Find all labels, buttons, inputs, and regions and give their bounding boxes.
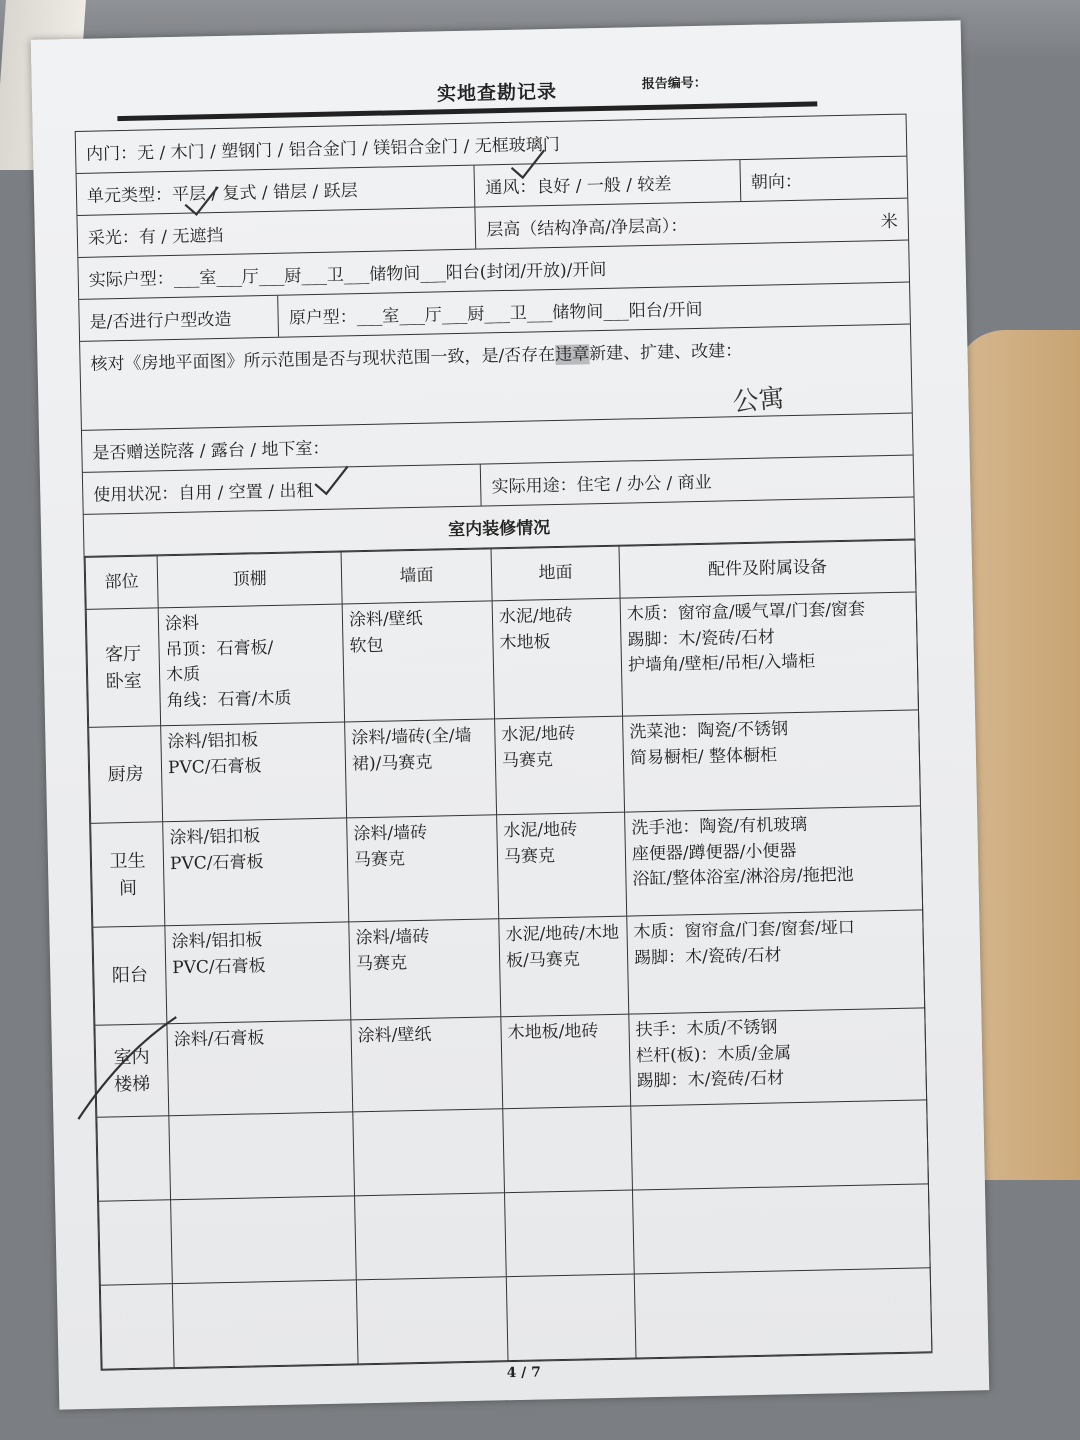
row-floor: 水泥/地砖/木地板/马赛克 bbox=[499, 916, 629, 1017]
renovated-field: 是/否进行户型改造 bbox=[79, 296, 279, 341]
verify-plan-suffix: 新建、扩建、改建： bbox=[588, 341, 743, 365]
row-wall: 涂料/墙砖(全/墙裙)/马赛克 bbox=[345, 719, 497, 818]
floor-height-unit: 米 bbox=[880, 211, 898, 233]
table-row bbox=[89, 710, 921, 823]
row-part: 室内 楼梯 bbox=[95, 1024, 169, 1117]
header-ceiling: 顶棚 bbox=[157, 552, 342, 608]
row-ceiling: 涂料/铝扣板 PVC/石膏板 bbox=[161, 722, 347, 822]
floor-height-field: 层高（结构净高/净层高）： bbox=[486, 216, 688, 241]
row-part: 卫生 间 bbox=[91, 822, 165, 927]
row-fittings: 洗手池：陶瓷/有机玻璃 座便器/蹲便器/小便器 浴缸/整体浴室/淋浴房/拖把池 bbox=[625, 806, 923, 916]
decoration-section-title: 室内装修情况 bbox=[447, 518, 551, 541]
report-number-label: 报告编号： bbox=[641, 75, 707, 93]
form-paper bbox=[31, 20, 989, 1409]
row-fittings: 木质：窗帘盒/门套/窗套/垭口 踢脚：木/瓷砖/石材 bbox=[627, 910, 925, 1014]
row-wall: 涂料/壁纸 bbox=[351, 1017, 503, 1112]
door-field: 内门：无 / 木门 / 塑钢门 / 铝合金门 / 镁铝合金门 / 无框玻璃门 bbox=[85, 134, 560, 165]
row-fittings: 洗菜池：陶瓷/不锈钢 简易橱柜/ 整体橱柜 bbox=[623, 710, 921, 812]
row-floor: 水泥/地砖 木地板 bbox=[492, 598, 622, 719]
checkmark-icon bbox=[182, 184, 223, 219]
verify-plan-highlight: 违章 bbox=[554, 344, 590, 365]
header-part: 部位 bbox=[85, 556, 158, 609]
ventilation-field: 通风：良好 / 一般 / 较差 bbox=[475, 160, 741, 207]
row-ceiling: 涂料/铝扣板 PVC/石膏板 bbox=[163, 818, 349, 926]
empty-row bbox=[100, 1268, 932, 1369]
checkmark-icon bbox=[508, 147, 549, 182]
row-floor: 水泥/地砖 马赛克 bbox=[497, 812, 627, 919]
orientation-field: 朝向： bbox=[750, 171, 803, 193]
row-ceiling: 涂料/石膏板 bbox=[167, 1020, 353, 1116]
header-wall: 墙面 bbox=[341, 549, 492, 604]
gift-field: 是否赠送院落 / 露台 / 地下室： bbox=[92, 438, 330, 464]
header-floor: 地面 bbox=[491, 546, 620, 601]
lighting-field: 采光：有 / 无遮挡 bbox=[77, 208, 476, 257]
row-part: 客厅 卧室 bbox=[86, 608, 160, 727]
table-row bbox=[86, 592, 918, 727]
verify-plan-field bbox=[80, 325, 912, 430]
form-row bbox=[85, 539, 932, 1369]
document-title: 实地查勘记录 bbox=[436, 80, 558, 106]
strike-mark-icon bbox=[71, 1012, 183, 1124]
actual-layout-field: 实际户型：___室___厅___厨___卫___储物间___阳台(封闭/开放)/开间 bbox=[88, 259, 607, 291]
handwritten-actual-use: 公寓 bbox=[731, 383, 786, 419]
actual-use-field: 实际用途：住宅 / 办公 / 商业 bbox=[491, 472, 712, 498]
row-ceiling: 涂料 吊顶：石膏板/ 木质 角线：石膏/木质 bbox=[158, 604, 344, 726]
usage-status-field: 使用状况：自用 / 空置 / 出租 bbox=[83, 465, 482, 514]
checkmark-icon bbox=[312, 463, 353, 498]
table-row bbox=[93, 910, 925, 1025]
row-wall: 涂料/墙砖 马赛克 bbox=[349, 919, 501, 1020]
row-wall: 涂料/墙砖 马赛克 bbox=[347, 815, 499, 922]
page-number: 4 / 7 bbox=[506, 1364, 542, 1382]
form-row bbox=[80, 325, 912, 431]
row-fittings: 扶手：木质/不锈钢 栏杆(板)：木质/金属 踢脚：木/瓷砖/石材 bbox=[629, 1008, 927, 1106]
row-floor: 水泥/地砖 马赛克 bbox=[495, 716, 625, 815]
row-ceiling: 涂料/铝扣板 PVC/石膏板 bbox=[165, 922, 351, 1024]
decoration-table bbox=[85, 539, 933, 1369]
original-layout-field: 原户型：___室___厅___厨___卫___储物间___阳台/开间 bbox=[288, 299, 703, 329]
row-wall: 涂料/壁纸 软包 bbox=[342, 601, 494, 722]
row-fittings: 木质：窗帘盒/暖气罩/门套/窗套 踢脚：木/瓷砖/石材 护墙角/壁柜/吊柜/入墙柜 bbox=[620, 592, 918, 716]
verify-plan-text: 核对《房地平面图》所示范围是否与现状范围一致，是/否存在 bbox=[90, 344, 556, 375]
table-row bbox=[95, 1008, 927, 1117]
row-part: 阳台 bbox=[93, 926, 167, 1025]
survey-form bbox=[75, 114, 933, 1371]
unit-type-field: 单元类型：平层 / 复式 / 错层 / 跃层 bbox=[77, 166, 476, 215]
row-floor: 木地板/地砖 bbox=[501, 1014, 631, 1109]
table-row bbox=[91, 806, 923, 927]
row-part: 厨房 bbox=[89, 726, 163, 823]
header-fittings: 配件及附属设备 bbox=[619, 540, 916, 598]
